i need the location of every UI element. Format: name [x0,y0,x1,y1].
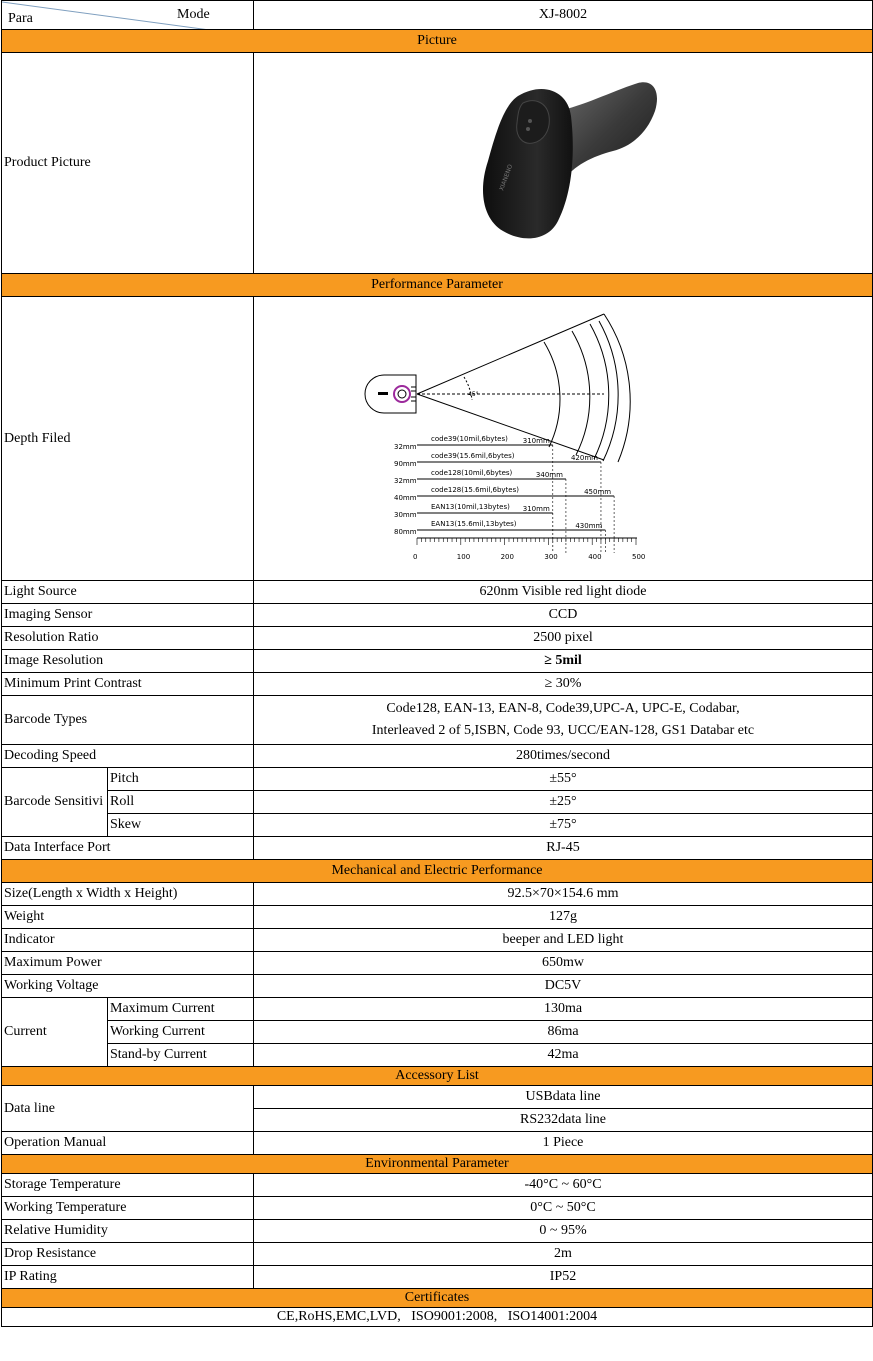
brand-text: XIANENO [498,162,515,192]
section-environmental: Environmental Parameter [2,1155,873,1174]
light-source-label: Light Source [2,581,254,604]
voltage-label: Working Voltage [2,975,254,998]
skew-label: Skew [108,814,254,837]
decoding-speed-value: 280times/second [254,745,873,768]
depth-code-label: EAN13(10mil,13bytes) [431,503,510,511]
humidity-label: Relative Humidity [2,1220,254,1243]
max-current-label: Maximum Current [108,998,254,1021]
depth-range-label: 310mm [522,437,550,445]
current-label: Current [2,998,108,1067]
standby-current-label: Stand-by Current [108,1044,254,1067]
para-label: Para [8,11,33,26]
image-resolution-value: ≥ 5mil [254,650,873,673]
storage-temp-label: Storage Temperature [2,1174,254,1197]
depth-code-label: code128(10mil,6bytes) [431,469,513,477]
usb-line-value: USBdata line [254,1086,873,1109]
size-value: 92.5×70×154.6 mm [254,883,873,906]
depth-axis-tick-label: 300 [544,553,558,561]
working-current-label: Working Current [108,1021,254,1044]
depth-density-label: 32mm [394,443,417,451]
resolution-ratio-label: Resolution Ratio [2,627,254,650]
weight-value: 127g [254,906,873,929]
resolution-ratio-value: 2500 pixel [254,627,873,650]
manual-value: 1 Piece [254,1132,873,1155]
barcode-sensitivity-label: Barcode Sensitivi [2,768,108,837]
depth-range-label: 310mm [522,505,550,513]
depth-of-field-diagram [254,297,873,575]
rs232-line-value: RS232data line [254,1109,873,1132]
ip-value: IP52 [254,1266,873,1289]
humidity-value: 0 ~ 95% [254,1220,873,1243]
size-label: Size(Length x Width x Height) [2,883,254,906]
scanner-head-icon [365,375,416,413]
depth-range-label: 450mm [584,488,612,496]
depth-axis-tick-label: 200 [500,553,514,561]
depth-range-label: 430mm [575,522,603,530]
barcode-types-value [254,696,873,745]
depth-density-label: 80mm [394,528,417,536]
depth-axis-tick-label: 500 [632,553,646,561]
ip-label: IP Rating [2,1266,254,1289]
barcode-types-label: Barcode Types [2,696,254,745]
drop-label: Drop Resistance [2,1243,254,1266]
min-contrast-value: ≥ 30% [254,673,873,696]
depth-code-label: EAN13(15.6mil,13bytes) [431,520,517,528]
scan-angle-label: 45° [468,391,479,398]
depth-diagram-cell [254,297,873,581]
skew-value: ±75° [254,814,873,837]
certificates-value: CE,RoHS,EMC,LVD, ISO9001:2008, ISO14001:2004 [2,1308,873,1327]
product-picture-label: Product Picture [2,53,254,274]
depth-rows [394,435,614,553]
depth-axis-tick-label: 400 [588,553,602,561]
max-power-label: Maximum Power [2,952,254,975]
depth-density-label: 90mm [394,460,417,468]
section-performance: Performance Parameter [2,274,873,297]
manual-label: Operation Manual [2,1132,254,1155]
roll-label: Roll [108,791,254,814]
header-diagonal-cell [2,1,254,30]
depth-range-label: 420mm [570,454,598,462]
section-accessory: Accessory List [2,1067,873,1086]
decoding-speed-label: Decoding Speed [2,745,254,768]
standby-current-value: 42ma [254,1044,873,1067]
barcode-scanner-image [463,71,663,251]
imaging-sensor-value: CCD [254,604,873,627]
diagonal-line [2,1,254,30]
drop-value: 2m [254,1243,873,1266]
depth-range-label: 340mm [535,471,563,479]
mode-label: Mode [177,7,210,22]
indicator-value: beeper and LED light [254,929,873,952]
depth-label: Depth Filed [2,297,254,581]
image-resolution-label: Image Resolution [2,650,254,673]
depth-density-label: 40mm [394,494,417,502]
working-temp-value: 0°C ~ 50°C [254,1197,873,1220]
depth-axis-tick-label: 0 [413,553,418,561]
model-name: XJ-8002 [254,1,873,30]
depth-axis-tick-label: 100 [456,553,471,561]
section-certificates: Certificates [2,1289,873,1308]
interface-label: Data Interface Port [2,837,254,860]
weight-label: Weight [2,906,254,929]
depth-axis [413,538,645,561]
depth-code-label: code128(15.6mil,6bytes) [431,486,519,494]
pitch-value: ±55° [254,768,873,791]
working-current-value: 86ma [254,1021,873,1044]
depth-density-label: 30mm [394,511,417,519]
voltage-value: DC5V [254,975,873,998]
data-line-label: Data line [2,1086,254,1132]
imaging-sensor-label: Imaging Sensor [2,604,254,627]
working-temp-label: Working Temperature [2,1197,254,1220]
depth-density-label: 32mm [394,477,417,485]
section-picture: Picture [2,30,873,53]
storage-temp-value: -40°C ~ 60°C [254,1174,873,1197]
barcode-types-line-1: Code128, EAN-13, EAN-8, Code39,UPC-A, UPC-E, Codabar, [386,701,740,716]
max-power-value: 650mw [254,952,873,975]
barcode-types-line-2: Interleaved 2 of 5,ISBN, Code 93, UCC/EAN-128, GS1 Databar etc [371,723,755,738]
interface-value: RJ-45 [254,837,873,860]
section-mechanical: Mechanical and Electric Performance [2,860,873,883]
light-source-value: 620nm Visible red light diode [254,581,873,604]
spec-table [1,0,873,1327]
depth-code-label: code39(10mil,6bytes) [431,435,508,443]
pitch-label: Pitch [108,768,254,791]
depth-code-label: code39(15.6mil,6bytes) [431,452,515,460]
roll-value: ±25° [254,791,873,814]
product-image-cell [254,53,873,274]
indicator-label: Indicator [2,929,254,952]
max-current-value: 130ma [254,998,873,1021]
min-contrast-label: Minimum Print Contrast [2,673,254,696]
